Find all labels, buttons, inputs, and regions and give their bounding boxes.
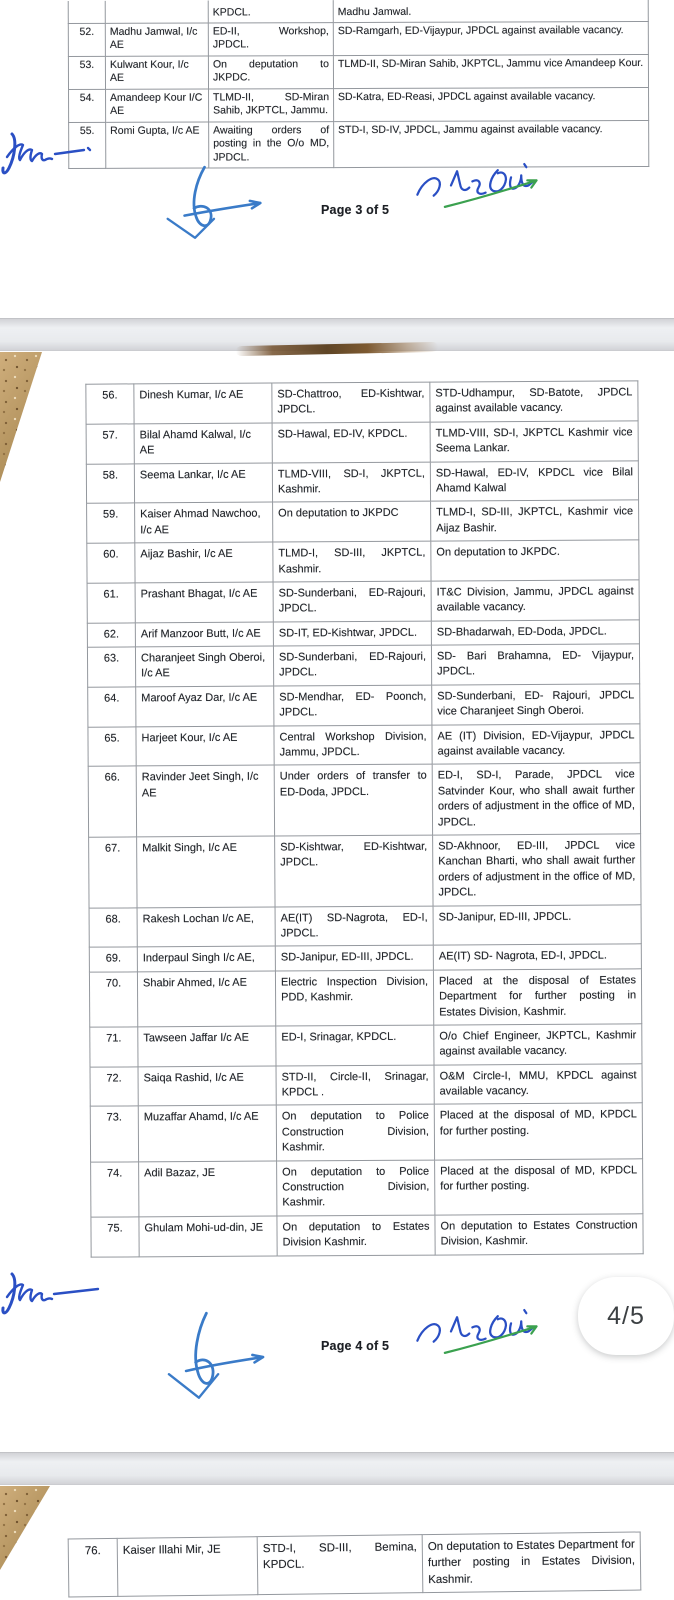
table-row: [68, 21, 648, 56]
cell-serial: 72.: [90, 1067, 138, 1107]
cell-serial: 56.: [86, 384, 134, 424]
cell-serial: 74.: [91, 1162, 139, 1217]
cell-officer-name: Kaiser Illahi Mir, JE: [117, 1537, 258, 1597]
cell-to-posting: AE(IT) SD- Nagrota, ED-I, JPDCL.: [433, 944, 641, 970]
cell-from-posting: Electric Inspection Division, PDD, Kashmir.: [275, 970, 433, 1026]
cell-to-posting: Placed at the disposal of MD, KPDCL for further posting.: [435, 1158, 643, 1214]
cell-from-posting: On deputation to Police Construction Division, Kashmir.: [276, 1105, 434, 1161]
table-row: [88, 723, 640, 766]
table-row: [68, 0, 648, 24]
cell-serial: 69.: [89, 947, 137, 972]
page-footer-label: Page 4 of 5: [321, 1339, 390, 1353]
cell-officer-name: Seema Lankar, I/c AE: [134, 463, 272, 504]
table-row: [88, 763, 640, 837]
cell-serial: 67.: [89, 837, 137, 908]
cell-from-posting: On deputation to Estates Division Kashmir.: [277, 1215, 435, 1256]
cell-from-posting: SD-Chattroo, ED-Kishtwar, JPDCL.: [272, 382, 430, 423]
cell-officer-name: Adil Bazaz, JE: [139, 1161, 277, 1217]
cell-officer-name: Madhu Jamwal, I/c AE: [105, 23, 208, 56]
cell-officer-name: Muzaffar Ahamd, I/c AE: [138, 1105, 276, 1161]
cell-serial: 68.: [89, 907, 137, 947]
cell-to-posting: AE (IT) Division, ED-Vijaypur, JPDCL against available vacancy.: [432, 723, 640, 764]
cell-to-posting: Madhu Jamwal.: [333, 0, 648, 23]
cell-serial: 62.: [87, 623, 135, 648]
cell-from-posting: ED-I, Srinagar, KPDCL.: [276, 1025, 434, 1066]
cell-officer-name: Charanjeet Singh Oberoi, I/c AE: [135, 646, 273, 687]
page-5: [0, 1486, 674, 1600]
cell-from-posting: Central Workshop Division, Jammu, JPDCL.: [274, 725, 432, 766]
cell-from-posting: Under orders of transfer to ED-Doda, JPDCL.: [274, 765, 432, 837]
table-row: [68, 1532, 641, 1597]
transfer-table-page5: [68, 1532, 642, 1598]
cell-officer-name: Bilal Ahamd Kalwal, I/c AE: [134, 423, 272, 464]
cell-to-posting: On deputation to JKPDC.: [431, 540, 639, 581]
cell-to-posting: STD-Udhampur, SD-Batote, JPDCL against available vacancy.: [430, 381, 638, 422]
cell-from-posting: SD-IT, ED-Kishtwar, JPDCL.: [273, 621, 431, 646]
cell-serial: 54.: [69, 89, 106, 122]
page-footer-label: Page 3 of 5: [321, 203, 390, 217]
cell-from-posting: Awaiting orders of posting in the O/o MD, JPDCL.: [209, 121, 334, 168]
table-row: [87, 620, 639, 648]
cell-officer-name: Maroof Ayaz Dar, I/c AE: [136, 686, 274, 727]
cell-officer-name: Malkit Singh, I/c AE: [137, 836, 275, 907]
cell-serial: 53.: [68, 56, 105, 89]
table-row: [87, 540, 639, 583]
cell-officer-name: Aijaz Bashir, I/c AE: [135, 542, 273, 583]
cell-officer-name: Ravinder Jeet Singh, I/c AE: [136, 765, 274, 836]
cell-officer-name: Amandeep Kour I/C AE: [106, 89, 209, 122]
cell-to-posting: STD-I, SD-IV, JPDCL, Jammu against available vacancy.: [334, 120, 649, 167]
table-row: [69, 120, 649, 168]
cell-serial: 71.: [90, 1027, 138, 1067]
cell-officer-name: Inderpaul Singh I/c AE,: [137, 946, 275, 971]
paper-corner-texture: [0, 1486, 50, 1570]
table-row: [90, 1024, 642, 1067]
cell-serial: 75.: [91, 1217, 139, 1257]
cell-to-posting: SD-Akhnoor, ED-III, JPDCL vice Kanchan Bharti, who shall await further orders of adjustment in the office of MD, JPDCL.: [433, 834, 641, 906]
cell-serial: 60.: [87, 543, 135, 583]
cell-serial: 64.: [88, 687, 136, 727]
cell-to-posting: TLMD-II, SD-Miran Sahib, JKPTCL, Jammu vice Amandeep Kour.: [333, 54, 648, 88]
table-row: [89, 944, 641, 972]
cell-from-posting: SD-Kishtwar, ED-Kishtwar, JPDCL.: [275, 835, 433, 907]
cell-officer-name: Kulwant Kour, I/c AE: [105, 56, 208, 89]
page-indicator-badge: 4/5: [578, 1277, 674, 1355]
cell-serial: 58.: [86, 463, 134, 503]
transfer-table-page4: [85, 380, 643, 1257]
cell-officer-name: Arif Manzoor Butt, I/c AE: [135, 622, 273, 647]
cell-from-posting: ED-II, Workshop, JPDCL.: [208, 23, 333, 56]
table-row: [87, 580, 639, 623]
cell-serial: [68, 1, 105, 24]
cell-to-posting: SD-Ramgarh, ED-Vijaypur, JPDCL against available vacancy.: [333, 21, 648, 55]
handwritten-margin-initials: [0, 126, 94, 188]
cell-to-posting: ED-I, SD-I, Parade, JPDCL vice Satvinder Kour, who shall await further orders of adjustment in the office of MD, JPDCL.: [432, 763, 640, 835]
cell-officer-name: [105, 1, 208, 24]
table-row: [69, 87, 649, 122]
handwritten-vishal-signature: [413, 158, 548, 214]
page-4: [0, 352, 674, 1452]
table-row: [89, 834, 641, 908]
table-row: [89, 969, 641, 1028]
cell-officer-name: Rakesh Lochan I/c AE,: [137, 907, 275, 948]
cell-serial: 57.: [86, 424, 134, 464]
cell-to-posting: SD-Hawal, ED-IV, KPDCL vice Bilal Ahamd Kalwal: [430, 460, 638, 501]
cell-serial: 66.: [88, 766, 136, 837]
table-row: [89, 904, 641, 947]
cell-to-posting: SD-Sunderbani, ED- Rajouri, JPDCL vice Charanjeet Singh Oberoi.: [432, 684, 640, 725]
cell-to-posting: On deputation to Estates Department for further posting in Estates Division, Kashmir.: [422, 1532, 641, 1593]
table-row: [86, 381, 638, 424]
table-row: [91, 1214, 643, 1257]
cell-from-posting: On deputation to JKPDC.: [208, 55, 333, 88]
table-row: [90, 1103, 642, 1162]
cell-officer-name: Kaiser Ahmad Nawchoo, I/c AE: [135, 502, 273, 543]
cell-from-posting: KPDCL.: [208, 0, 333, 23]
cell-serial: 59.: [87, 503, 135, 543]
cell-serial: 76.: [68, 1538, 118, 1597]
cell-officer-name: Tawseen Jaffar I/c AE: [138, 1026, 276, 1067]
handwritten-vishal-signature: [413, 1304, 548, 1360]
table-row: [87, 644, 639, 687]
cell-serial: 55.: [69, 122, 106, 168]
table-row: [86, 421, 638, 464]
cell-officer-name: Shabir Ahmed, I/c AE: [137, 971, 275, 1027]
cell-from-posting: TLMD-VIII, SD-I, JKPTCL, Kashmir.: [272, 462, 430, 503]
table-row: [91, 1158, 643, 1217]
table-row: [87, 500, 639, 543]
handwritten-margin-initials: [0, 1268, 104, 1324]
cell-from-posting: TLMD-II, SD-Miran Sahib, JKPTCL, Jammu.: [209, 88, 334, 121]
cell-to-posting: TLMD-I, SD-III, JKPTCL, Kashmir vice Aijaz Bashir.: [431, 500, 639, 541]
cell-to-posting: Placed at the disposal of Estates Department for further posting in Estates Division, Kashmir.: [433, 969, 641, 1025]
cell-from-posting: STD-II, Circle-II, Srinagar, KPDCL .: [276, 1065, 434, 1106]
cell-serial: 52.: [68, 23, 105, 56]
cell-from-posting: AE(IT) SD-Nagrota, ED-I, JPDCL.: [275, 906, 433, 947]
cell-from-posting: SD-Sunderbani, ED-Rajouri, JPDCL.: [273, 645, 431, 686]
cell-to-posting: SD-Bhadarwah, ED-Doda, JPDCL.: [431, 620, 639, 646]
cell-from-posting: SD-Sunderbani, ED-Rajouri, JPDCL.: [273, 581, 431, 622]
page-separator: [0, 1452, 674, 1485]
cell-officer-name: Saiqa Rashid, I/c AE: [138, 1066, 276, 1107]
table-row: [68, 54, 648, 89]
cell-officer-name: Prashant Bhagat, I/c AE: [135, 582, 273, 623]
cell-officer-name: Dinesh Kumar, I/c AE: [134, 383, 272, 424]
cell-serial: 61.: [87, 583, 135, 623]
cell-officer-name: Ghulam Mohi-ud-din, JE: [139, 1216, 277, 1257]
cell-to-posting: Placed at the disposal of MD, KPDCL for further posting.: [434, 1103, 642, 1159]
cell-to-posting: TLMD-VIII, SD-I, JKPTCL Kashmir vice Seema Lankar.: [430, 421, 638, 462]
cell-to-posting: IT&C Division, Jammu, JPDCL against available vacancy.: [431, 580, 639, 621]
cell-to-posting: On deputation to Estates Construction Division, Kashmir.: [435, 1214, 643, 1255]
cell-from-posting: On deputation to JKPDC: [273, 501, 431, 542]
cell-from-posting: SD-Janipur, ED-III, JPDCL.: [275, 945, 433, 970]
cell-serial: 65.: [88, 727, 136, 767]
cell-to-posting: SD-Janipur, ED-III, JPDCL.: [433, 904, 641, 945]
table-row: [86, 460, 638, 503]
paper-corner-texture: [0, 352, 42, 482]
table-row: [88, 684, 640, 727]
handwritten-flourish-signature: [155, 1310, 277, 1402]
cell-from-posting: TLMD-I, SD-III, JKPTCL, Kashmir.: [273, 541, 431, 582]
cell-officer-name: Harjeet Kour, I/c AE: [136, 726, 274, 767]
cell-serial: 73.: [90, 1106, 138, 1161]
cell-to-posting: SD-Katra, ED-Reasi, JPDCL against available vacancy.: [334, 87, 649, 121]
handwritten-flourish-signature: [155, 164, 273, 242]
page-3: [0, 0, 674, 318]
cell-serial: 63.: [87, 647, 135, 687]
table-row: [90, 1063, 642, 1106]
cell-to-posting: O/o Chief Engineer, JKPTCL, Kashmir against available vacancy.: [434, 1024, 642, 1065]
cell-to-posting: SD- Bari Brahamna, ED- Vijaypur, JPDCL.: [431, 644, 639, 685]
cell-to-posting: O&M Circle-I, MMU, KPDCL against available vacancy.: [434, 1063, 642, 1104]
cell-from-posting: SD-Mendhar, ED- Poonch, JPDCL.: [274, 685, 432, 726]
cell-from-posting: STD-I, SD-III, Bemina, KPDCL.: [257, 1535, 423, 1595]
cell-serial: 70.: [89, 972, 137, 1027]
cell-officer-name: Romi Gupta, I/c AE: [106, 122, 209, 169]
cell-from-posting: On deputation to Police Construction Division, Kashmir.: [277, 1160, 435, 1216]
transfer-table-page3: [68, 0, 650, 169]
cell-from-posting: SD-Hawal, ED-IV, KPDCL.: [272, 422, 430, 463]
